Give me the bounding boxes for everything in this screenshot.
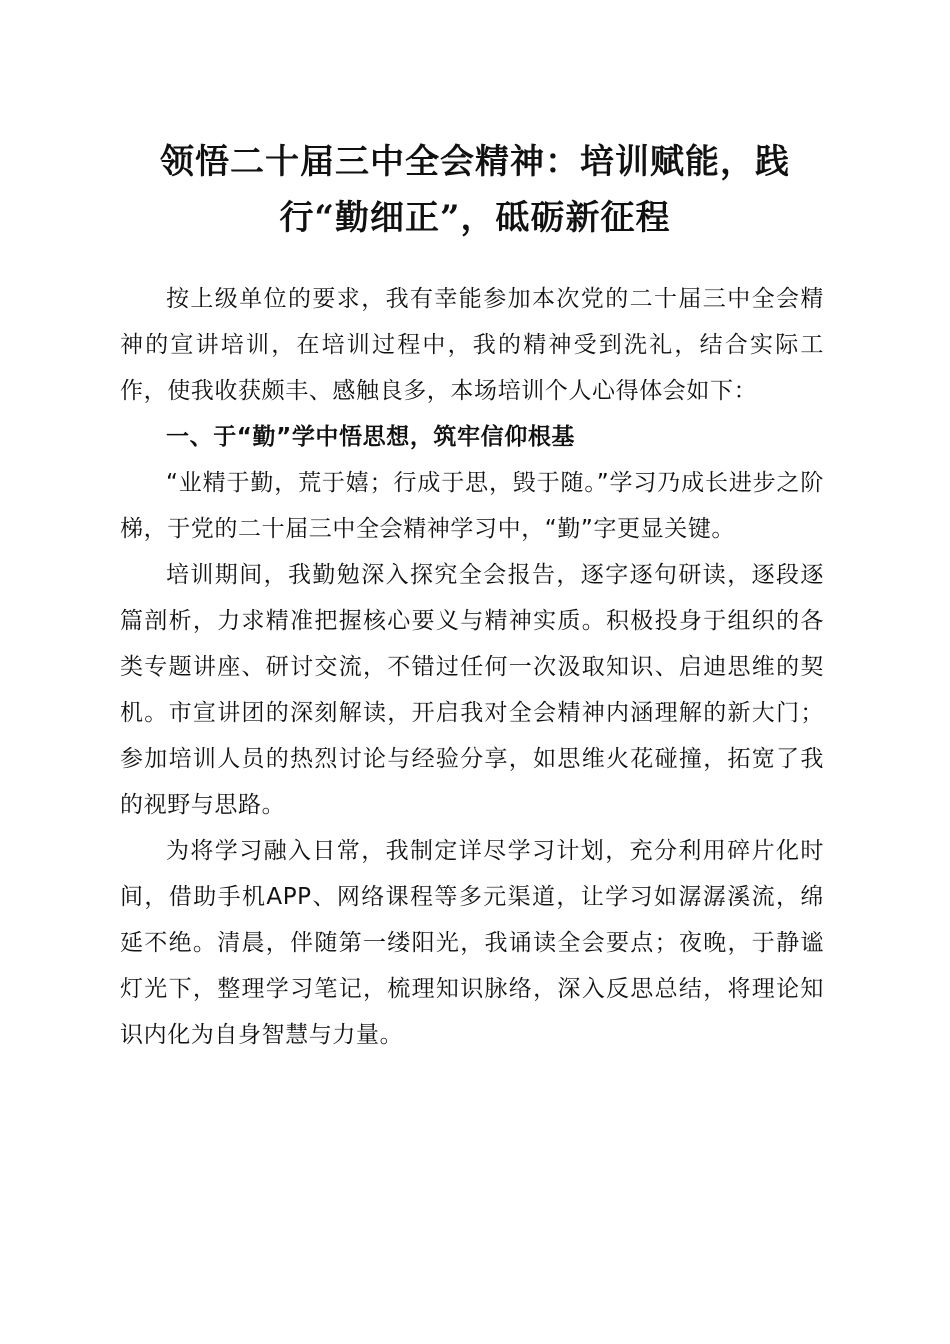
training-paragraph: 培训期间，我勤勉深入探究全会报告，逐字逐句研读，逐段逐篇剖析，力求精准把握核心要义与精神实质。积极投身于组织的各类专题讲座、研讨交流，不错过任何一次汲取知识、启迪思维的契机。市宣讲团的深刻解读，开启我对全会精神内涵理解的新大门；参加培训人员的热烈讨论与经验分享，如思维火花碰撞，拓宽了我的视野与思路。 (120, 562, 824, 818)
intro-paragraph: 按上级单位的要求，我有幸能参加本次党的二十届三中全会精神的宣讲培训，在培训过程中，我的精神受到洗礼，结合实际工作，使我收获颇丰、感触良多，本场培训个人心得体会如下： (120, 286, 824, 404)
study-plan-paragraph: 为将学习融入日常，我制定详尽学习计划，充分利用碎片化时间，借助手机APP、网络课程等多元渠道，让学习如潺潺溪流，绵延不绝。清晨，伴随第一缕阳光，我诵读全会要点；夜晚，于静谧灯光下，整理学习笔记，梳理知识脉络，深入反思总结，将理论知识内化为自身智慧与力量。 (120, 838, 824, 1048)
document-title (120, 134, 830, 246)
title-line-1: 领悟二十届三中全会精神：培训赋能，践 (160, 142, 790, 182)
quote-paragraph: “业精于勤，荒于嬉；行成于思，毁于随。”学习乃成长进步之阶梯，于党的二十届三中全会精神学习中，“勤”字更显关键。 (120, 470, 824, 542)
section-heading-1: 一、于“勤”学中悟思想，筑牢信仰根基 (166, 424, 576, 450)
document-body (120, 276, 824, 1058)
title-line-2: 行“勤细正”，砥砺新征程 (279, 198, 671, 238)
